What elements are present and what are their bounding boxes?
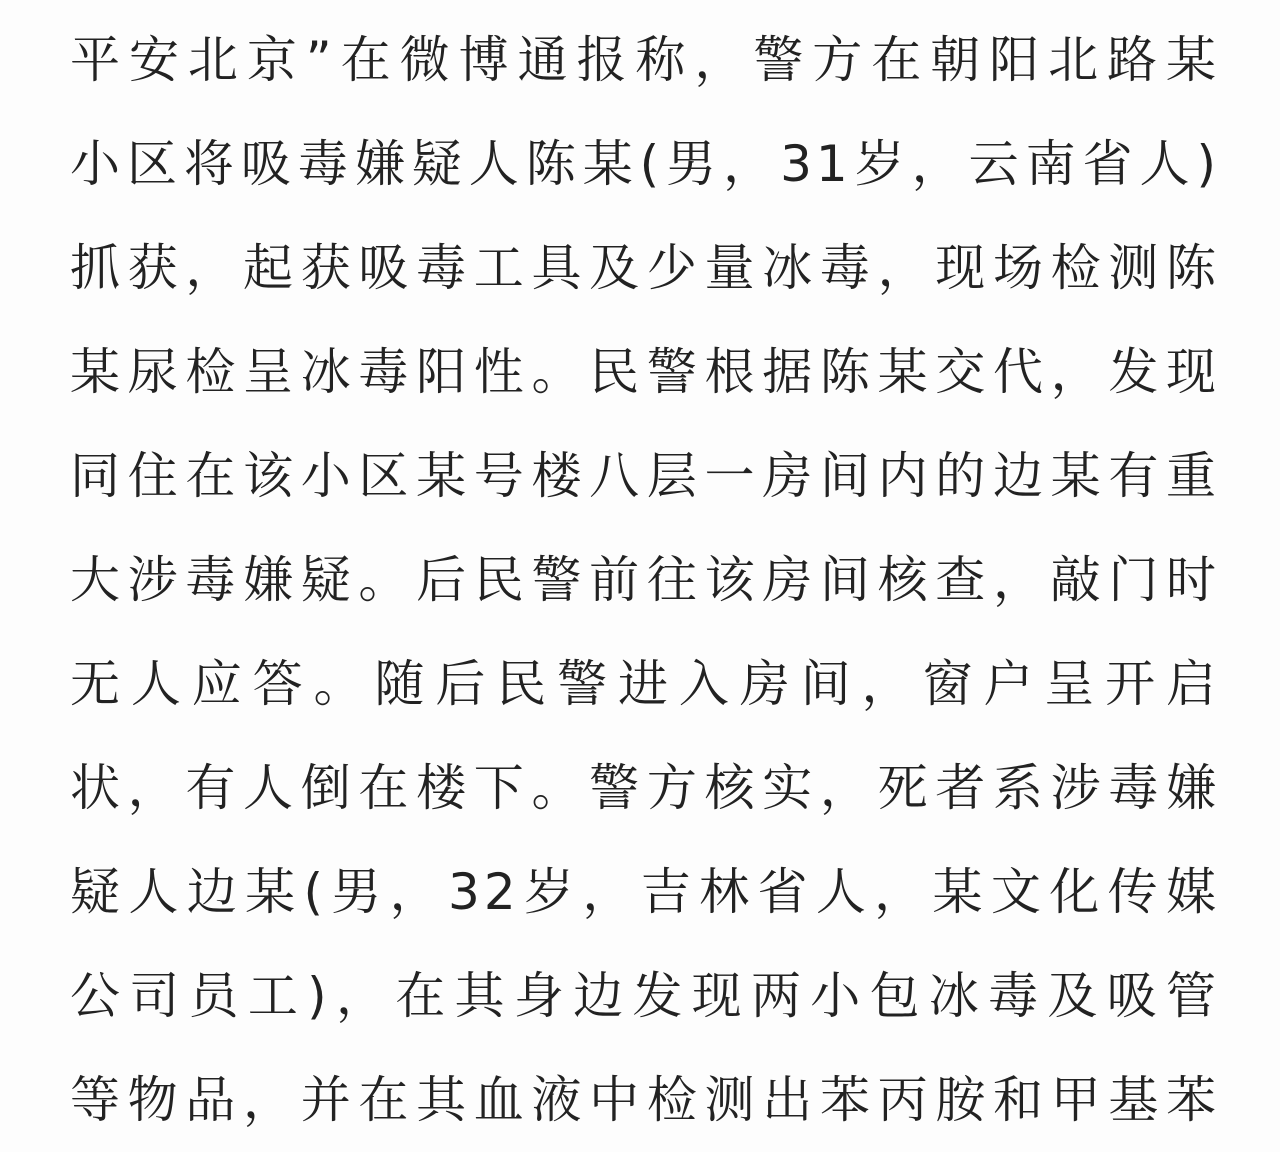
text-line: 抓获，起获吸毒工具及少量冰毒，现场检测陈 bbox=[70, 239, 1220, 297]
text-line: 平安北京”在微博通报称，警方在朝阳北路某 bbox=[70, 31, 1220, 89]
text-line: 大涉毒嫌疑。后民警前往该房间核查，敲门时 bbox=[70, 551, 1220, 609]
text-line: 状，有人倒在楼下。警方核实，死者系涉毒嫌 bbox=[70, 759, 1220, 817]
article-body bbox=[70, 8, 1220, 1152]
text-line: 等物品，并在其血液中检测出苯丙胺和甲基苯 bbox=[70, 1071, 1220, 1129]
text-line: 小区将吸毒嫌疑人陈某(男，31岁，云南省人) bbox=[70, 135, 1220, 193]
text-line: 某尿检呈冰毒阳性。民警根据陈某交代，发现 bbox=[70, 343, 1220, 401]
text-line: 疑人边某(男，32岁，吉林省人，某文化传媒 bbox=[70, 863, 1220, 921]
text-line: 公司员工)，在其身边发现两小包冰毒及吸管 bbox=[70, 967, 1220, 1025]
text-line: 无人应答。随后民警进入房间，窗户呈开启 bbox=[70, 655, 1220, 713]
text-line: 同住在该小区某号楼八层一房间内的边某有重 bbox=[70, 447, 1220, 505]
